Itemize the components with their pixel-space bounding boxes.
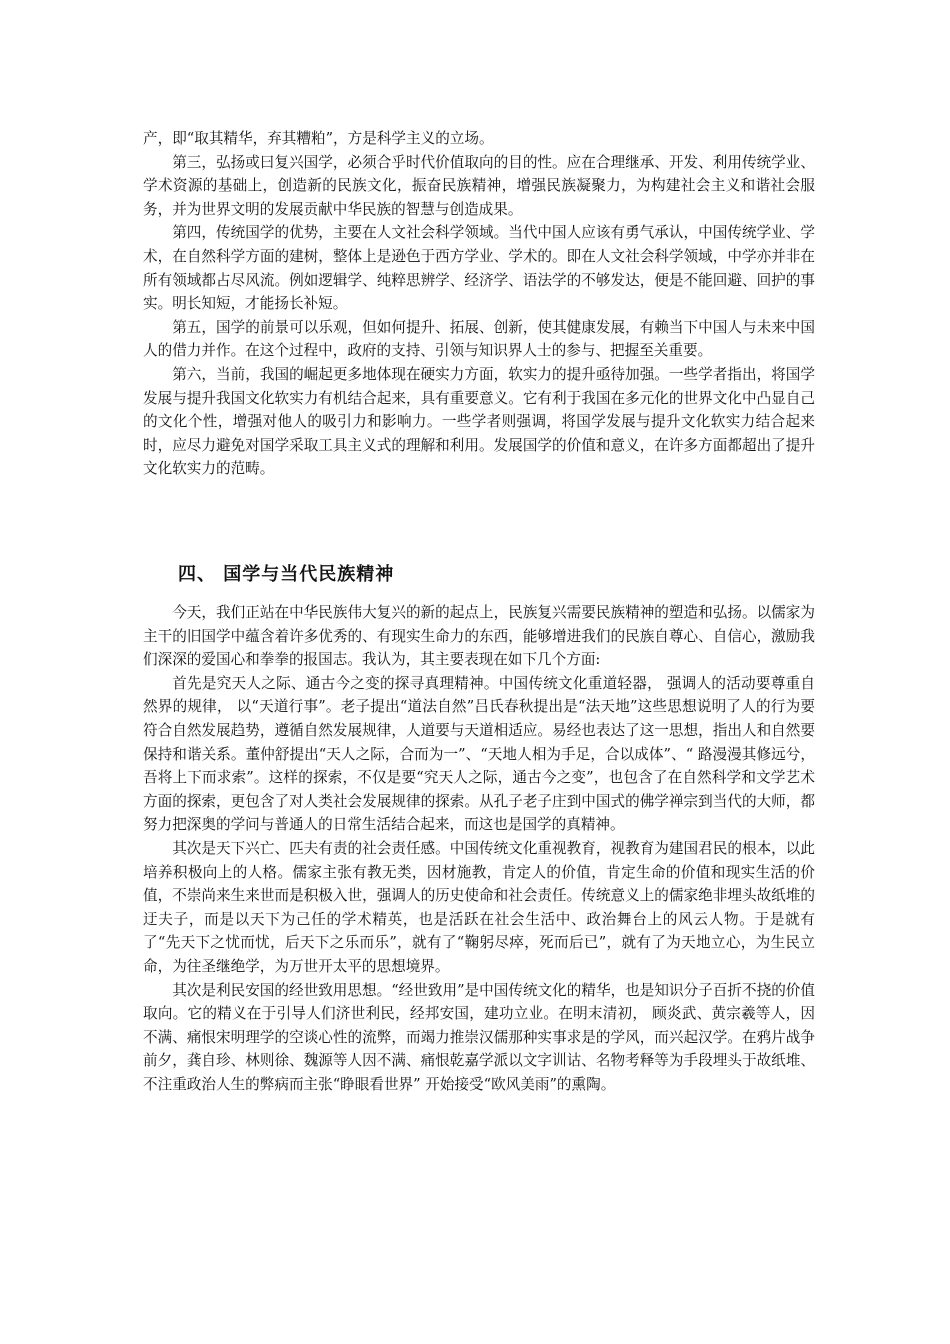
paragraph: 第六，当前，我国的崛起更多地体现在硬实力方面，软实力的提升亟待加强。一些学者指出，将国学发展与提升我国文化软实力有机结合起来，具有重要意义。它有利于我国在多元化的世界文化中凸显自己的文化个性，增强对他人的吸引力和影响力。一些学者则强调，将国学发展与提升文化软实力结合起来时，应尽力避免对国学采取工具主义式的理解和利用。发展国学的价值和意义，在许多方面都超出了提升文化软实力的范畴。 xyxy=(143,365,815,478)
paragraph: 第四，传统国学的优势，主要在人文社会科学领域。当代中国人应该有勇气承认，中国传统学业、学术，在自然科学方面的建树，整体上是逊色于西方学业、学术的。即在人文社会科学领域，中学亦并非在所有领域都占尽风流。例如逻辑学、纯粹思辨学、经济学、语法学的不够发达，便是不能回避、回护的事实。明长知短，才能扬长补短。 xyxy=(143,224,815,313)
section-heading: 四、 国学与当代民族精神 xyxy=(178,564,395,585)
paragraph: 其次是天下兴亡、匹夫有责的社会责任感。中国传统文化重视教育，视教育为建国君民的根本，以此培养积极向上的人格。儒家主张有教无类，因材施教，肯定人的价值，肯定生命的价值和现实生活的价值，不崇尚来生来世而是积极入世，强调人的历史使命和社会责任。传统意义上的儒家绝非埋头故纸堆的迂夫子，而是以天下为己任的学术精英，也是活跃在社会生活中、政治舞台上的风云人物。于是就有了“先天下之忧而忧，后天下之乐而乐”，就有了“鞠躬尽瘁，死而后已”，就有了为天地立心，为生民立命，为往圣继绝学，为万世开太平的思想境界。 xyxy=(143,839,815,975)
paragraph: 其次是利民安国的经世致用思想。“经世致用”是中国传统文化的精华，也是知识分子百折不挠的价值取向。它的精义在于引导人们济世利民，经邦安国，建功立业。在明末清初， 顾炎武、黄宗羲等人，因不满、痛恨宋明理学的空谈心性的流弊，而竭力推崇汉儒那种实事求是的学风，而兴起汉学。在鸦片战争前夕，龚自珍、林则徐、魏源等人因不满、痛恨乾嘉学派以文字训诂、名物考释等为手段埋头于故纸堆、不注重政治人生的弊病而主张“睁眼看世界” 开始接受“欧风美雨”的熏陶。 xyxy=(143,981,815,1093)
paragraph: 今天，我们正站在中华民族伟大复兴的新的起点上，民族复兴需要民族精神的塑造和弘扬。以儒家为主干的旧国学中蕴含着许多优秀的、有现实生命力的东西，能够增进我们的民族自尊心、自信心，激励我们深深的爱国心和拳拳的报国志。我认为，其主要表现在如下几个方面: xyxy=(143,604,815,669)
body-text-bottom xyxy=(143,601,815,1096)
paragraph: 第五，国学的前景可以乐观，但如何提升、拓展、创新，使其健康发展，有赖当下中国人与未来中国人的借力并作。在这个过程中，政府的支持、引领与知识界人士的参与、把握至关重要。 xyxy=(143,318,815,360)
paragraph: 第三，弘扬或曰复兴国学，必须合乎时代价值取向的目的性。应在合理继承、开发、利用传统学业、学术资源的基础上，创造新的民族文化，振奋民族精神，增强民族凝聚力，为构建社会主义和谐社会服务，并为世界文明的发展贡献中华民族的智慧与创造成果。 xyxy=(143,153,815,218)
paragraph: 产，即“取其精华，弃其糟粕”，方是科学主义的立场。 xyxy=(143,130,494,147)
body-text-top xyxy=(143,127,815,481)
paragraph: 首先是究天人之际、通古今之变的探寻真理精神。中国传统文化重道轻器， 强调人的活动要尊重自然界的规律， 以“天道行事”。老子提出“道法自然”吕氏春秋提出是“法天地”这些思想说明了人的行为要符合自然发展趋势，遵循自然发展规律，人道要与天道相适应。易经也表达了这一思想，指出人和自然要保持和谐关系。董仲舒提出“天人之际，合而为一”、“天地人相为手足，合以成体”、“ 路漫漫其修远兮，吾将上下而求索”。这样的探索，不仅是要“究天人之际，通古今之变”，也包含了在自然科学和文学艺术方面的探索，更包含了对人类社会发展规律的探索。从孔子老子庄到中国式的佛学禅宗到当代的大师，都努力把深奥的学问与普通人的日常生活结合起来，而这也是国学的真精神。 xyxy=(143,674,815,834)
